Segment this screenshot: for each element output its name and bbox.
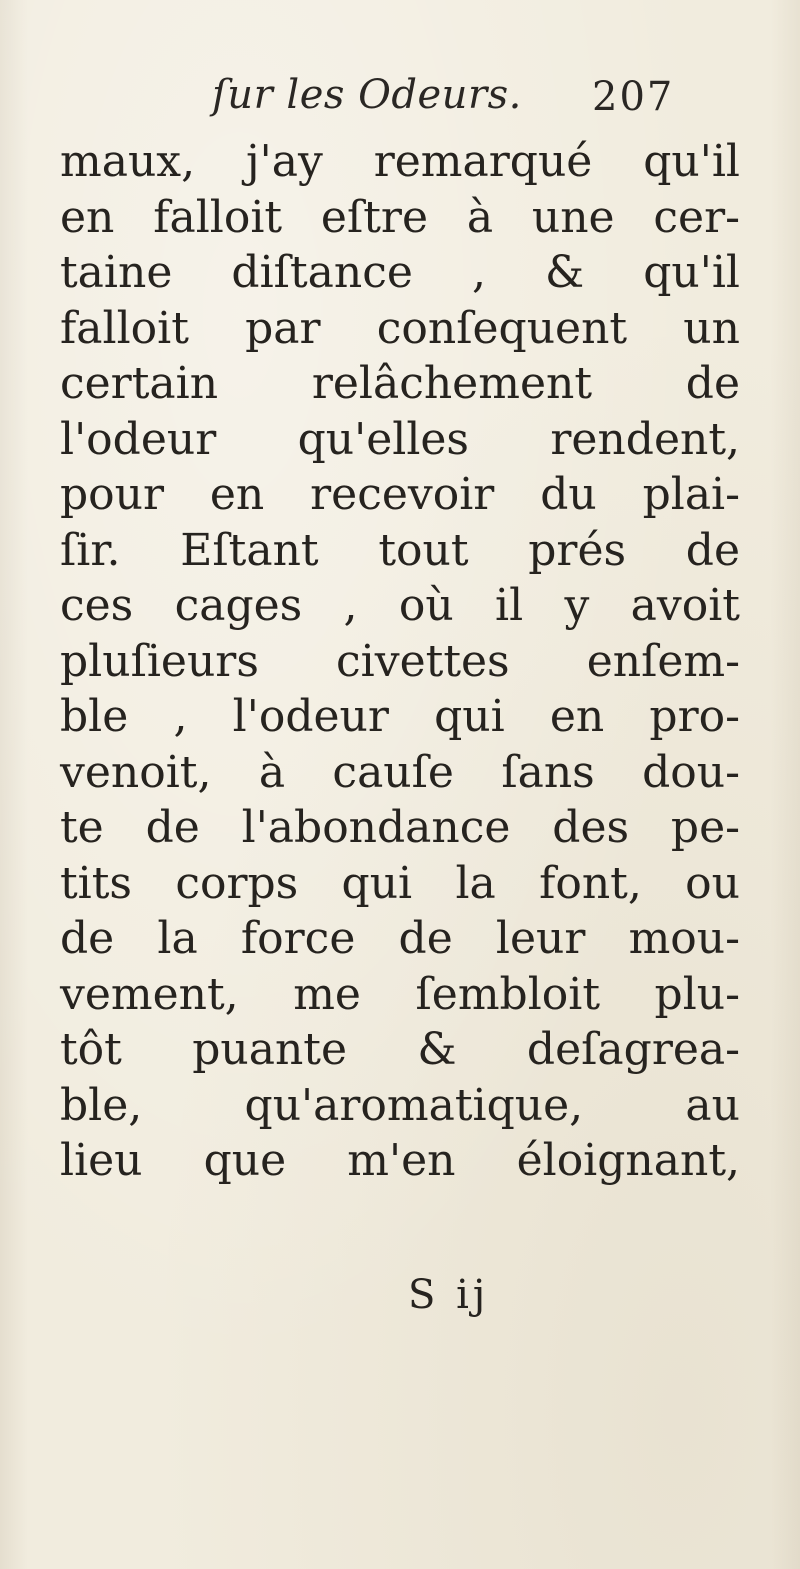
text-line: ble, qu'aromatique, au — [60, 1079, 740, 1131]
signature-mark: S ij — [408, 1272, 490, 1318]
text-line: pour en recevoir du plai- — [60, 469, 740, 520]
text-line: ces cages , où il y avoit — [60, 580, 740, 631]
text-line: tits corps qui la font, ou — [60, 857, 740, 909]
running-title: ſur les Odeurs. — [212, 72, 522, 118]
text-line: falloit par conſequent un — [60, 302, 740, 354]
text-line: ſir. Eſtant tout prés de — [60, 524, 740, 576]
text-line: tôt puante & deſagrea- — [60, 1024, 740, 1075]
text-line: de la force de leur mou- — [60, 913, 740, 964]
text-line: venoit, à cauſe ſans dou- — [60, 746, 740, 798]
text-line: maux, j'ay remarqué qu'il — [60, 136, 740, 187]
text-line: pluſieurs civettes enſem- — [60, 635, 740, 687]
page-header — [0, 72, 800, 132]
text-line: l'odeur qu'elles rendent, — [60, 413, 740, 465]
text-line: te de l'abondance des pe- — [60, 802, 740, 853]
text-line: taine diſtance , & qu'il — [60, 247, 740, 298]
text-line: certain relâchement de — [60, 358, 740, 409]
page-number: 207 — [592, 74, 675, 120]
text-line: en falloit eſtre à une cer- — [60, 191, 740, 243]
text-line: vement, me ſembloit plu- — [60, 968, 740, 1020]
text-line: ble , l'odeur qui en pro- — [60, 691, 740, 742]
text-line: lieu que m'en éloignant, — [60, 1135, 740, 1186]
